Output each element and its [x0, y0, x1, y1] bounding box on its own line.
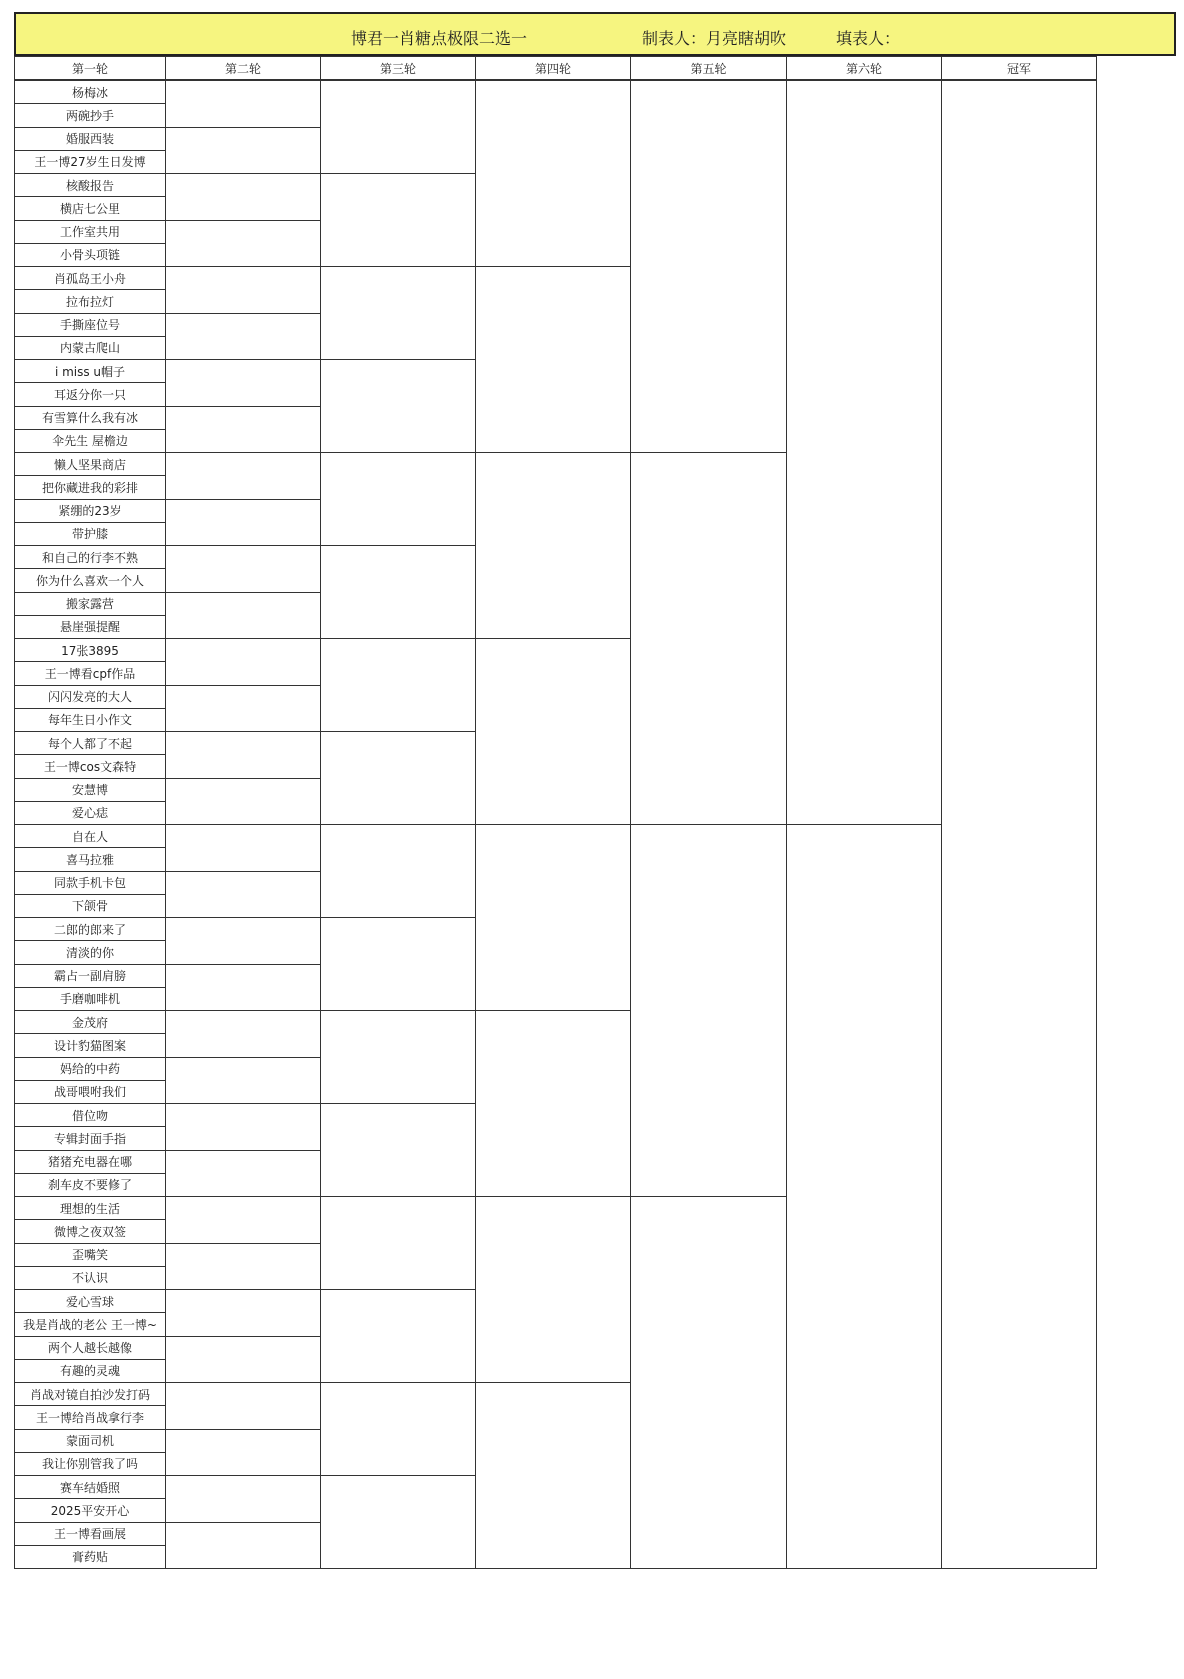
round2-slot[interactable]: [165, 1475, 321, 1523]
round1-entry: 猪猪充电器在哪: [14, 1150, 166, 1174]
round2-slot[interactable]: [165, 1382, 321, 1430]
round1-entry: 理想的生活: [14, 1196, 166, 1220]
round5-slot[interactable]: [630, 452, 787, 825]
title-bar: [14, 12, 1176, 56]
round1-entry: 和自己的行李不熟: [14, 545, 166, 569]
round3-slot[interactable]: [320, 1010, 476, 1104]
round1-entry: 肖战对镜自拍沙发打码: [14, 1382, 166, 1406]
round3-slot[interactable]: [320, 545, 476, 639]
bracket-sheet: [14, 12, 1176, 1676]
round2-slot[interactable]: [165, 1289, 321, 1337]
round3-slot[interactable]: [320, 173, 476, 267]
round1-entry: 金茂府: [14, 1010, 166, 1034]
round1-entry: 王一博看画展: [14, 1522, 166, 1546]
round4-slot[interactable]: [475, 266, 631, 453]
round1-entry: 爱心痣: [14, 801, 166, 825]
round1-entry: 歪嘴笑: [14, 1243, 166, 1267]
round1-entry: 微博之夜双签: [14, 1219, 166, 1243]
round1-entry: 伞先生 屋檐边: [14, 429, 166, 453]
round1-entry: 悬崖强提醒: [14, 615, 166, 639]
round1-entry: 手撕座位号: [14, 313, 166, 337]
column-header: 第一轮: [14, 56, 166, 80]
round1-entry: 横店七公里: [14, 196, 166, 220]
round3-slot[interactable]: [320, 1382, 476, 1476]
round1-entry: 不认识: [14, 1266, 166, 1290]
round1-entry: 安慧博: [14, 778, 166, 802]
round3-slot[interactable]: [320, 638, 476, 732]
round6-slot[interactable]: [786, 824, 942, 1569]
round1-entry: 婚服西装: [14, 127, 166, 151]
round2-slot[interactable]: [165, 1429, 321, 1477]
round1-entry: 搬家露营: [14, 592, 166, 616]
round1-entry: 专辑封面手指: [14, 1126, 166, 1150]
round1-entry: 同款手机卡包: [14, 871, 166, 895]
round3-slot[interactable]: [320, 266, 476, 360]
round4-slot[interactable]: [475, 80, 631, 267]
column-header: 第二轮: [165, 56, 321, 80]
round4-slot[interactable]: [475, 638, 631, 825]
round4-slot[interactable]: [475, 1010, 631, 1197]
round5-slot[interactable]: [630, 80, 787, 453]
round3-slot[interactable]: [320, 359, 476, 453]
round6-slot[interactable]: [786, 80, 942, 825]
maker-label: 制表人：月亮瞎胡吹: [642, 29, 787, 48]
sheet-title: 博君一肖糖点极限二选一: [351, 29, 528, 48]
round1-entry: 下颌骨: [14, 894, 166, 918]
round1-entry: 拉布拉灯: [14, 289, 166, 313]
filler-label: 填表人：: [836, 29, 901, 48]
round1-entry: 有趣的灵魂: [14, 1359, 166, 1383]
round2-slot[interactable]: [165, 220, 321, 268]
round1-entry: 有雪算什么我有冰: [14, 406, 166, 430]
round1-entry: 把你藏进我的彩排: [14, 475, 166, 499]
round1-entry: 蒙面司机: [14, 1429, 166, 1453]
round1-entry: 喜马拉雅: [14, 847, 166, 871]
round2-slot[interactable]: [165, 917, 321, 965]
round1-entry: 王一博给肖战拿行李: [14, 1405, 166, 1429]
round3-slot[interactable]: [320, 80, 476, 174]
round1-entry: 工作室共用: [14, 220, 166, 244]
round1-entry: 你为什么喜欢一个人: [14, 568, 166, 592]
round2-slot[interactable]: [165, 313, 321, 361]
round2-slot[interactable]: [165, 80, 321, 128]
round2-slot[interactable]: [165, 1010, 321, 1058]
round2-slot[interactable]: [165, 731, 321, 779]
round1-entry: 每个人都了不起: [14, 731, 166, 755]
round4-slot[interactable]: [475, 1382, 631, 1569]
round2-slot[interactable]: [165, 778, 321, 826]
round1-entry: 王一博27岁生日发博: [14, 150, 166, 174]
round3-slot[interactable]: [320, 1103, 476, 1197]
round1-entry: 17张3895: [14, 638, 166, 662]
round1-entry: 带护膝: [14, 522, 166, 546]
round2-slot[interactable]: [165, 592, 321, 640]
round1-entry: 杨梅冰: [14, 80, 166, 104]
round3-slot[interactable]: [320, 917, 476, 1011]
round1-entry: 设计豹猫图案: [14, 1033, 166, 1057]
round2-slot[interactable]: [165, 685, 321, 733]
round2-slot[interactable]: [165, 964, 321, 1012]
round2-slot[interactable]: [165, 359, 321, 407]
round1-entry: 战哥喂咐我们: [14, 1080, 166, 1104]
round2-slot[interactable]: [165, 545, 321, 593]
column-header: 第三轮: [320, 56, 476, 80]
round1-entry: 内蒙古爬山: [14, 336, 166, 360]
round2-slot[interactable]: [165, 1103, 321, 1151]
round2-slot[interactable]: [165, 173, 321, 221]
round2-slot[interactable]: [165, 1150, 321, 1198]
round3-slot[interactable]: [320, 824, 476, 918]
round2-slot[interactable]: [165, 1196, 321, 1244]
round1-entry: 借位吻: [14, 1103, 166, 1127]
round3-slot[interactable]: [320, 1196, 476, 1290]
round1-entry: 自在人: [14, 824, 166, 848]
round1-entry: 小骨头项链: [14, 243, 166, 267]
round2-slot[interactable]: [165, 824, 321, 872]
round3-slot[interactable]: [320, 1289, 476, 1383]
round1-entry: 王一博cos文森特: [14, 754, 166, 778]
round2-slot[interactable]: [165, 1243, 321, 1291]
round4-slot[interactable]: [475, 1196, 631, 1383]
round2-slot[interactable]: [165, 266, 321, 314]
round1-entry: 两个人越长越像: [14, 1336, 166, 1360]
round5-slot[interactable]: [630, 1196, 787, 1569]
round1-entry: 肖孤岛王小舟: [14, 266, 166, 290]
round3-slot[interactable]: [320, 731, 476, 825]
round1-entry: 膏药贴: [14, 1545, 166, 1569]
round1-entry: 2025平安开心: [14, 1498, 166, 1522]
round4-slot[interactable]: [475, 452, 631, 639]
round2-slot[interactable]: [165, 871, 321, 919]
round2-slot[interactable]: [165, 1522, 321, 1570]
column-header: 第四轮: [475, 56, 631, 80]
champion-slot[interactable]: [941, 80, 1097, 1569]
round1-entry: 核酸报告: [14, 173, 166, 197]
round3-slot[interactable]: [320, 452, 476, 546]
round1-entry: 王一博看cpf作品: [14, 661, 166, 685]
round1-entry: 我让你别管我了吗: [14, 1452, 166, 1476]
column-header: 冠军: [941, 56, 1097, 80]
round1-entry: 赛车结婚照: [14, 1475, 166, 1499]
round2-slot[interactable]: [165, 127, 321, 175]
round1-entry: 爱心雪球: [14, 1289, 166, 1313]
round1-entry: 二郎的郎来了: [14, 917, 166, 941]
round1-entry: 耳返分你一只: [14, 382, 166, 406]
round1-entry: i miss u帽子: [14, 359, 166, 383]
round1-entry: 手磨咖啡机: [14, 987, 166, 1011]
round1-entry: 我是肖战的老公 王一博~: [14, 1312, 166, 1336]
round3-slot[interactable]: [320, 1475, 476, 1569]
round2-slot[interactable]: [165, 1057, 321, 1105]
round5-slot[interactable]: [630, 824, 787, 1197]
round1-entry: 闪闪发亮的大人: [14, 685, 166, 709]
round2-slot[interactable]: [165, 406, 321, 454]
round1-entry: 每年生日小作文: [14, 708, 166, 732]
round1-entry: 刹车皮不要修了: [14, 1173, 166, 1197]
round2-slot[interactable]: [165, 638, 321, 686]
round1-entry: 霸占一副肩膀: [14, 964, 166, 988]
column-header: 第五轮: [630, 56, 787, 80]
column-header: 第六轮: [786, 56, 942, 80]
round2-slot[interactable]: [165, 499, 321, 547]
round1-entry: 懒人坚果商店: [14, 452, 166, 476]
round1-entry: 两碗抄手: [14, 103, 166, 127]
round1-entry: 清淡的你: [14, 940, 166, 964]
round2-slot[interactable]: [165, 1336, 321, 1384]
round2-slot[interactable]: [165, 452, 321, 500]
round1-entry: 妈给的中药: [14, 1057, 166, 1081]
round1-entry: 紧绷的23岁: [14, 499, 166, 523]
round4-slot[interactable]: [475, 824, 631, 1011]
